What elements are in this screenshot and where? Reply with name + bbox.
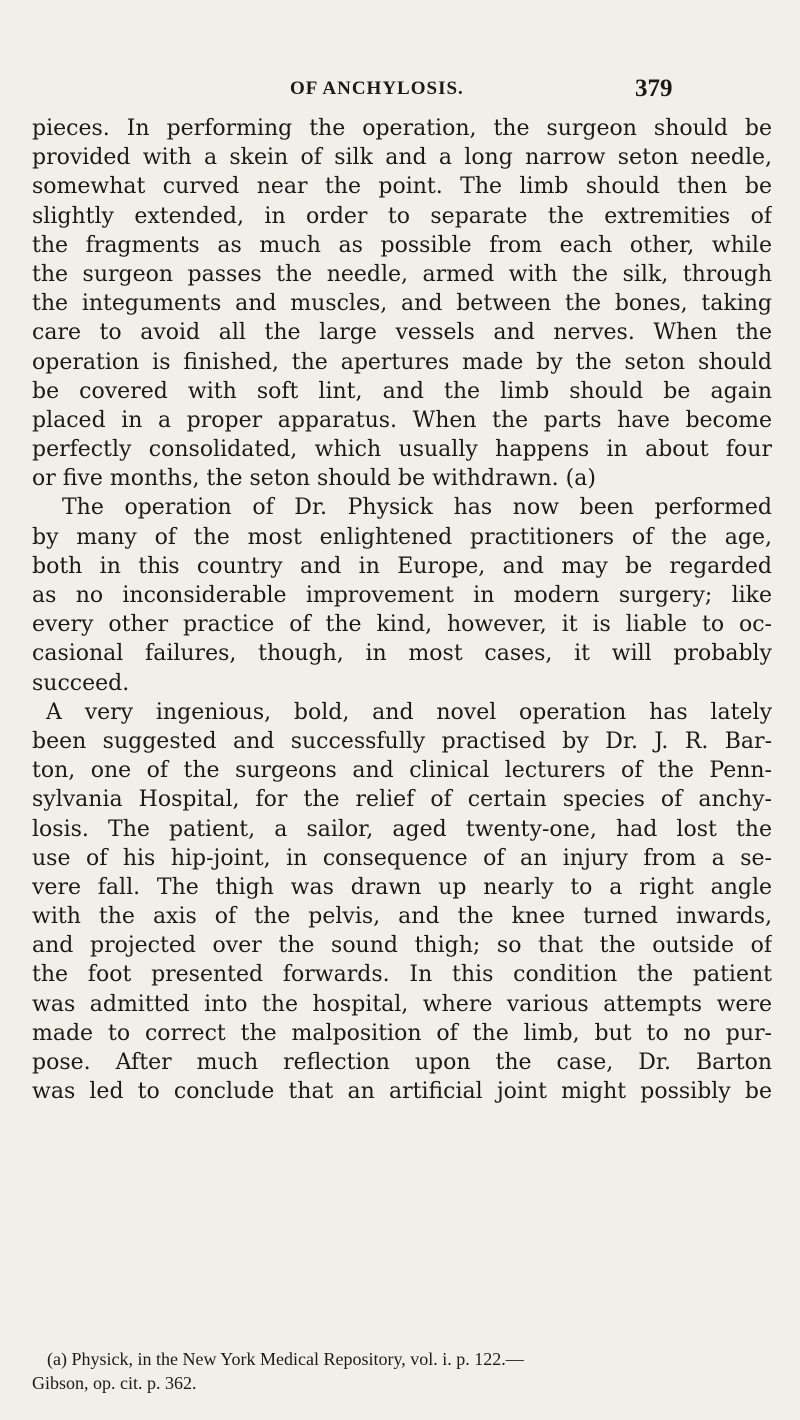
text-line: every other practice of the kind, however, it is liable to oc- — [32, 612, 772, 638]
text-line: The operation of Dr. Physick has now been performed — [62, 495, 772, 521]
text-line: the fragments as much as possible from each other, while — [32, 232, 772, 258]
text-line: perfectly consolidated, which usually happens in about four — [32, 437, 772, 463]
text-line: vere fall. The thigh was drawn up nearly to a right angle — [32, 874, 772, 900]
text-line: somewhat curved near the point. The limb should then be — [32, 174, 772, 200]
text-line: and projected over the sound thigh; so that the outside of — [32, 933, 772, 959]
text-line: care to avoid all the large vessels and nerves. When the — [32, 320, 772, 346]
text-line: slightly extended, in order to separate the extremities of — [32, 203, 772, 229]
text-line: by many of the most enlightened practitioners of the age, — [32, 524, 772, 550]
text-line: A very ingenious, bold, and novel operation has lately — [46, 699, 772, 725]
text-line: casional failures, though, in most cases, it will probably — [32, 641, 772, 667]
text-line: as no inconsiderable improvement in modern surgery; like — [32, 583, 772, 608]
footnote-line: Gibson, op. cit. p. 362. — [32, 1373, 197, 1393]
text-line: been suggested and successfully practised by Dr. J. R. Bar- — [32, 728, 772, 754]
footnote-line: (a) Physick, in the New York Medical Repository, vol. i. p. 122.— — [47, 1349, 524, 1369]
footnotes — [32, 1347, 772, 1395]
text-line: pieces. In performing the operation, the surgeon should be — [32, 116, 772, 141]
text-line: succeed. — [32, 670, 130, 696]
text-line: operation is finished, the apertures made by the seton should — [32, 349, 772, 375]
text-line: was led to conclude that an artificial joint might possibly be — [32, 1079, 772, 1105]
text-line: or five months, the seton should be withdrawn. (a) — [32, 466, 596, 492]
text-line: the foot presented forwards. In this condition the patient — [32, 962, 772, 988]
running-header — [290, 75, 790, 108]
page-number: 379 — [635, 75, 673, 102]
text-line: placed in a proper apparatus. When the parts have become — [32, 407, 772, 433]
running-title: OF ANCHYLOSIS. — [290, 78, 464, 99]
text-line: losis. The patient, a sailor, aged twenty-one, had lost the — [32, 816, 772, 842]
text-line: ton, one of the surgeons and clinical lecturers of the Penn- — [32, 758, 772, 784]
text-line: sylvania Hospital, for the relief of certain species of anchy- — [32, 787, 772, 813]
text-line: provided with a skein of silk and a long narrow seton needle, — [32, 145, 772, 171]
text-line: both in this country and in Europe, and may be regarded — [32, 553, 772, 579]
text-line: the surgeon passes the needle, armed with the silk, through — [32, 261, 772, 287]
text-line: pose. After much reflection upon the case, Dr. Barton — [32, 1050, 772, 1075]
text-line: with the axis of the pelvis, and the knee turned inwards, — [32, 904, 772, 930]
text-line: the integuments and muscles, and between the bones, taking — [32, 291, 772, 317]
body-text — [32, 114, 772, 1106]
text-line: was admitted into the hospital, where various attempts were — [32, 991, 772, 1017]
text-line: made to correct the malposition of the limb, but to no pur- — [32, 1020, 772, 1046]
text-line: be covered with soft lint, and the limb should be again — [32, 378, 772, 404]
text-line: use of his hip-joint, in consequence of an injury from a se- — [32, 845, 772, 871]
